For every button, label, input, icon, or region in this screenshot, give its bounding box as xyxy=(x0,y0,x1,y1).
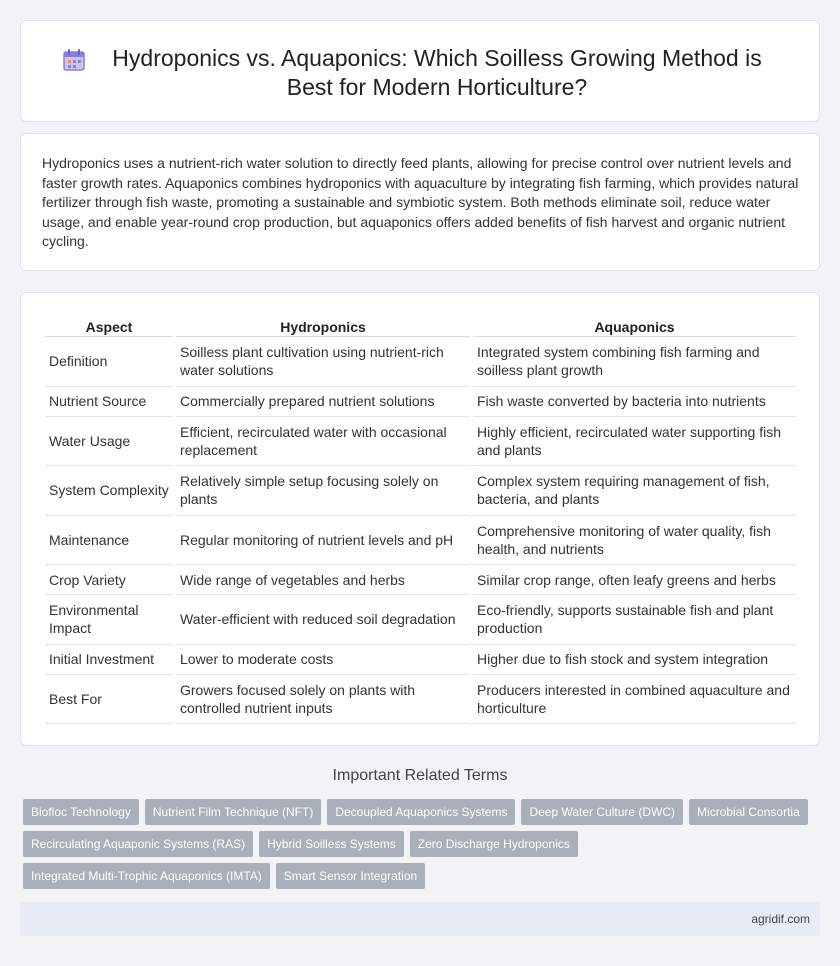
page-title: Hydroponics vs. Aquaponics: Which Soilless Growing Method is Best for Modern Horticulture? xyxy=(112,45,762,100)
footer-site-link[interactable]: agridif.com xyxy=(751,912,810,926)
header-aquaponics: Aquaponics xyxy=(473,313,796,337)
table-cell: System Complexity xyxy=(45,466,173,516)
term-tag[interactable]: Zero Discharge Hydroponics xyxy=(410,831,578,857)
footer xyxy=(20,902,820,936)
table-cell: Environmental Impact xyxy=(45,595,173,645)
table-cell: Eco-friendly, supports sustainable fish and plant production xyxy=(473,595,796,645)
title-wrap xyxy=(61,44,779,102)
intro-card xyxy=(20,133,820,271)
table-cell: Crop Variety xyxy=(45,565,173,595)
table-cell: Regular monitoring of nutrient levels and pH xyxy=(176,516,470,566)
table-row xyxy=(45,565,796,595)
table-cell: Comprehensive monitoring of water quality, fish health, and nutrients xyxy=(473,516,796,566)
table-row xyxy=(45,466,796,516)
table-cell: Integrated system combining fish farming and soilless plant growth xyxy=(473,337,796,387)
table-cell: Commercially prepared nutrient solutions xyxy=(176,387,470,417)
table-cell: Best For xyxy=(45,675,173,725)
term-tag[interactable]: Integrated Multi-Trophic Aquaponics (IMTA) xyxy=(23,863,270,889)
comparison-card xyxy=(20,292,820,746)
table-cell: Maintenance xyxy=(45,516,173,566)
table-cell: Growers focused solely on plants with controlled nutrient inputs xyxy=(176,675,470,725)
table-cell: Efficient, recirculated water with occasional replacement xyxy=(176,417,470,467)
term-tag[interactable]: Nutrient Film Technique (NFT) xyxy=(145,799,322,825)
table-row xyxy=(45,675,796,725)
tag-row xyxy=(23,799,823,825)
table-cell: Complex system requiring management of fish, bacteria, and plants xyxy=(473,466,796,516)
table-cell: Producers interested in combined aquaculture and horticulture xyxy=(473,675,796,725)
table-row xyxy=(45,417,796,467)
table-cell: Soilless plant cultivation using nutrient-rich water solutions xyxy=(176,337,470,387)
table-cell: Nutrient Source xyxy=(45,387,173,417)
table-row xyxy=(45,516,796,566)
intro-text: Hydroponics uses a nutrient-rich water solution to directly feed plants, allowing for precise control over nutrient levels and faster growth rates. Aquaponics combines hydroponics with aquaculture by integrating fish farming, which provides natural fertilizer through fish waste, promoting a sustainable and symbiotic system. Both methods eliminate soil, reduce water usage, and enable year-round crop production, but aquaponics offers added benefits of fish harvest and organic nutrient cycling. xyxy=(42,155,799,250)
comparison-table xyxy=(42,313,799,724)
table-cell: Lower to moderate costs xyxy=(176,645,470,675)
table-cell: Wide range of vegetables and herbs xyxy=(176,565,470,595)
term-tag[interactable]: Decoupled Aquaponics Systems xyxy=(327,799,515,825)
table-cell: Initial Investment xyxy=(45,645,173,675)
table-cell: Water Usage xyxy=(45,417,173,467)
table-cell: Highly efficient, recirculated water supporting fish and plants xyxy=(473,417,796,467)
table-row xyxy=(45,387,796,417)
title-card xyxy=(20,20,820,122)
table-row xyxy=(45,337,796,387)
term-tag[interactable]: Biofloc Technology xyxy=(23,799,139,825)
related-terms xyxy=(23,799,823,895)
header-hydroponics: Hydroponics xyxy=(176,313,470,337)
table-cell: Similar crop range, often leafy greens and herbs xyxy=(473,565,796,595)
term-tag[interactable]: Smart Sensor Integration xyxy=(276,863,425,889)
related-terms-title: Important Related Terms xyxy=(332,767,508,784)
table-row xyxy=(45,595,796,645)
table-cell: Relatively simple setup focusing solely on plants xyxy=(176,466,470,516)
table-cell: Higher due to fish stock and system integration xyxy=(473,645,796,675)
tag-row xyxy=(23,831,823,857)
header-aspect: Aspect xyxy=(45,313,173,337)
table-cell: Water-efficient with reduced soil degradation xyxy=(176,595,470,645)
tag-row xyxy=(23,863,823,889)
term-tag[interactable]: Recirculating Aquaponic Systems (RAS) xyxy=(23,831,253,857)
table-cell: Definition xyxy=(45,337,173,387)
term-tag[interactable]: Deep Water Culture (DWC) xyxy=(521,799,683,825)
table-cell: Fish waste converted by bacteria into nutrients xyxy=(473,387,796,417)
term-tag[interactable]: Hybrid Soilless Systems xyxy=(259,831,404,857)
table-row xyxy=(45,645,796,675)
term-tag[interactable]: Microbial Consortia xyxy=(689,799,808,825)
